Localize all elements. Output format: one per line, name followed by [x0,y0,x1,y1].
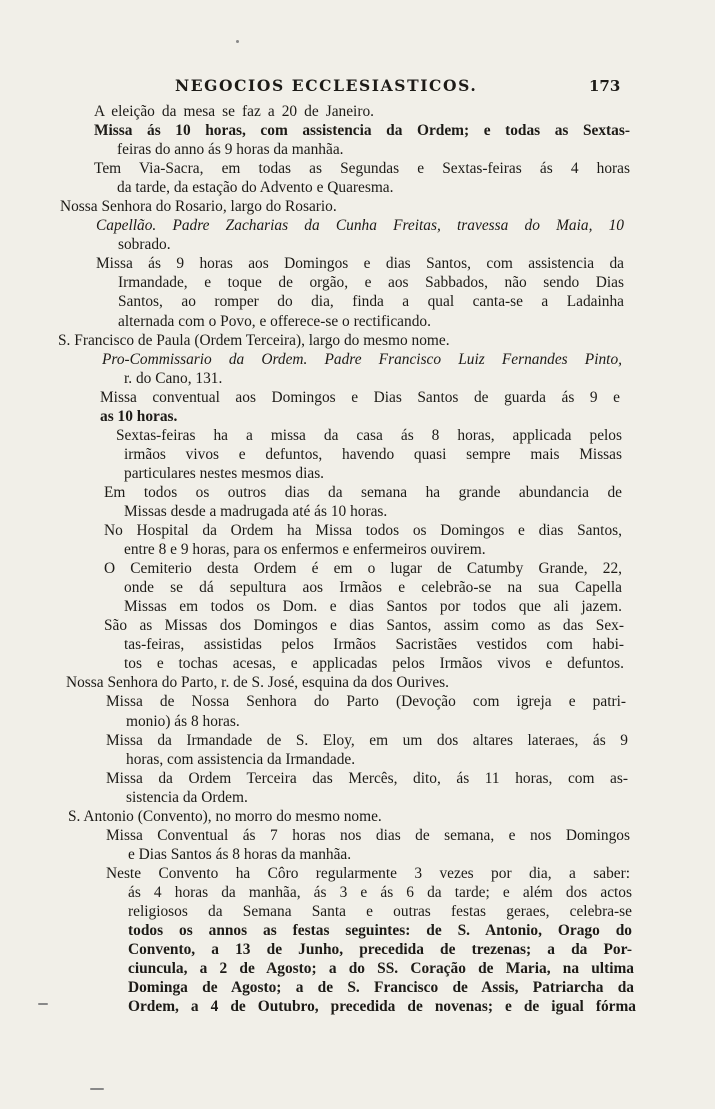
text-line: São as Missas dos Domingos e dias Santos, assim como as das Sex- [104,617,624,635]
running-head: NEGOCIOS ECCLESIASTICOS. [175,76,478,95]
text-line: Pro-Commissario da Ordem. Padre Francisco Luiz Fernandes Pinto, [102,350,622,368]
text-line: Ordem, a 4 de Outubro, precedida de novenas; e de igual fórma [128,998,636,1016]
text-line: Nossa Senhora do Rosario, largo do Rosario. [60,198,337,216]
text-line: Missa ás 9 horas aos Domingos e dias Santos, com assistencia da [96,255,624,273]
text-line: monio) ás 8 horas. [126,712,240,730]
text-line: sistencia da Ordem. [126,788,248,806]
text-line: Missa de Nossa Senhora do Parto (Devoção com igreja e patri- [106,693,626,711]
text-line: entre 8 e 9 horas, para os enfermos e enfermeiros ouvirem. [124,541,486,559]
text-line: A eleição da mesa se faz a 20 de Janeiro. [94,103,374,120]
text-line: Missas em todos os Dom. e dias Santos por todos que ali jazem. [124,598,622,616]
text-line: feiras do anno ás 9 horas da manhãa. [117,141,344,159]
page-header [0,76,715,98]
text-line: S. Francisco de Paula (Ordem Terceira), largo do mesmo nome. [58,331,450,349]
text-line: religiosos da Semana Santa e outras festas geraes, celebra-se [128,902,632,920]
text-line: ás 4 horas da manhãa, ás 3 e ás 6 da tarde; e além dos actos [128,883,632,901]
text-line: Tem Via-Sacra, em todas as Segundas e Sextas-feiras ás 4 horas [94,160,630,178]
text-line: No Hospital da Ordem ha Missa todos os Domingos e dias Santos, [104,522,622,540]
text-line: Convento, a 13 de Junho, precedida de trezenas; a da Por- [128,941,632,959]
text-line: Irmandade, e toque de orgão, e aos Sabbados, não sendo Dias [118,274,624,292]
text-line: da tarde, da estação do Advento e Quaresma. [117,179,394,197]
text-line: Missa conventual aos Domingos e Dias Santos de guarda ás 9 e [100,388,620,406]
text-line: as 10 horas. [100,407,178,425]
text-line: Missa ás 10 horas, com assistencia da Ordem; e todas as Sextas- [94,122,630,140]
text-line: irmãos vivos e defuntos, havendo quasi sempre mais Missas [124,445,622,463]
text-line: Em todos os outros dias da semana ha grande abundancia de [104,483,622,501]
text-line: r. do Cano, 131. [124,369,223,387]
paper-speck [38,1003,48,1005]
text-line: tos e tochas acesas, e applicadas pelos Irmãos vivos e defuntos. [124,655,624,673]
page-number: 173 [589,77,621,95]
text-line: tas-feiras, assistidas pelos Irmãos Sacristães vestidos com habi- [124,636,624,654]
text-line: horas, com assistencia da Irmandade. [126,750,356,768]
text-line: alternada com o Povo, e offerece-se o rectificando. [118,312,431,330]
text-line: Missa Conventual ás 7 horas nos dias de semana, e nos Domingos [106,826,630,844]
text-line: Nossa Senhora do Parto, r. de S. José, esquina da dos Ourives. [66,674,450,692]
text-line: Sextas-feiras ha a missa da casa ás 8 horas, applicada pelos [116,426,622,444]
page-body [0,102,715,1016]
text-line: e Dias Santos ás 8 horas da manhãa. [128,845,352,863]
text-line: Santos, ao romper do dia, finda a qual canta-se a Ladainha [118,293,624,311]
text-line: ciuncula, a 2 de Agosto; a do SS. Coração de Maria, na ultima [128,960,634,978]
text-line: Missa da Ordem Terceira das Mercês, dito, ás 11 horas, com as- [106,769,628,787]
text-line: onde se dá sepultura aos Irmãos e celebrão-se na sua Capella [124,579,622,597]
text-line: todos os annos as festas seguintes: de S. Antonio, Orago do [128,922,632,940]
text-line: Missas desde a madrugada até ás 10 horas. [124,502,388,520]
text-line: particulares nestes mesmos dias. [124,464,325,482]
text-line: Dominga de Agosto; a de S. Francisco de Assis, Patriarcha da [128,979,634,997]
text-line: sobrado. [118,236,171,254]
paper-speck [90,1088,104,1090]
paper-speck [236,40,239,43]
text-line: Neste Convento ha Côro regularmente 3 vezes por dia, a saber: [106,864,630,882]
text-line: Capellão. Padre Zacharias da Cunha Freitas, travessa do Maia, 10 [96,217,624,235]
text-line: O Cemiterio desta Ordem é em o lugar de Catumby Grande, 22, [104,560,622,578]
text-line: S. Antonio (Convento), no morro do mesmo nome. [68,807,382,825]
text-line: Missa da Irmandade de S. Eloy, em um dos altares lateraes, ás 9 [106,731,628,749]
